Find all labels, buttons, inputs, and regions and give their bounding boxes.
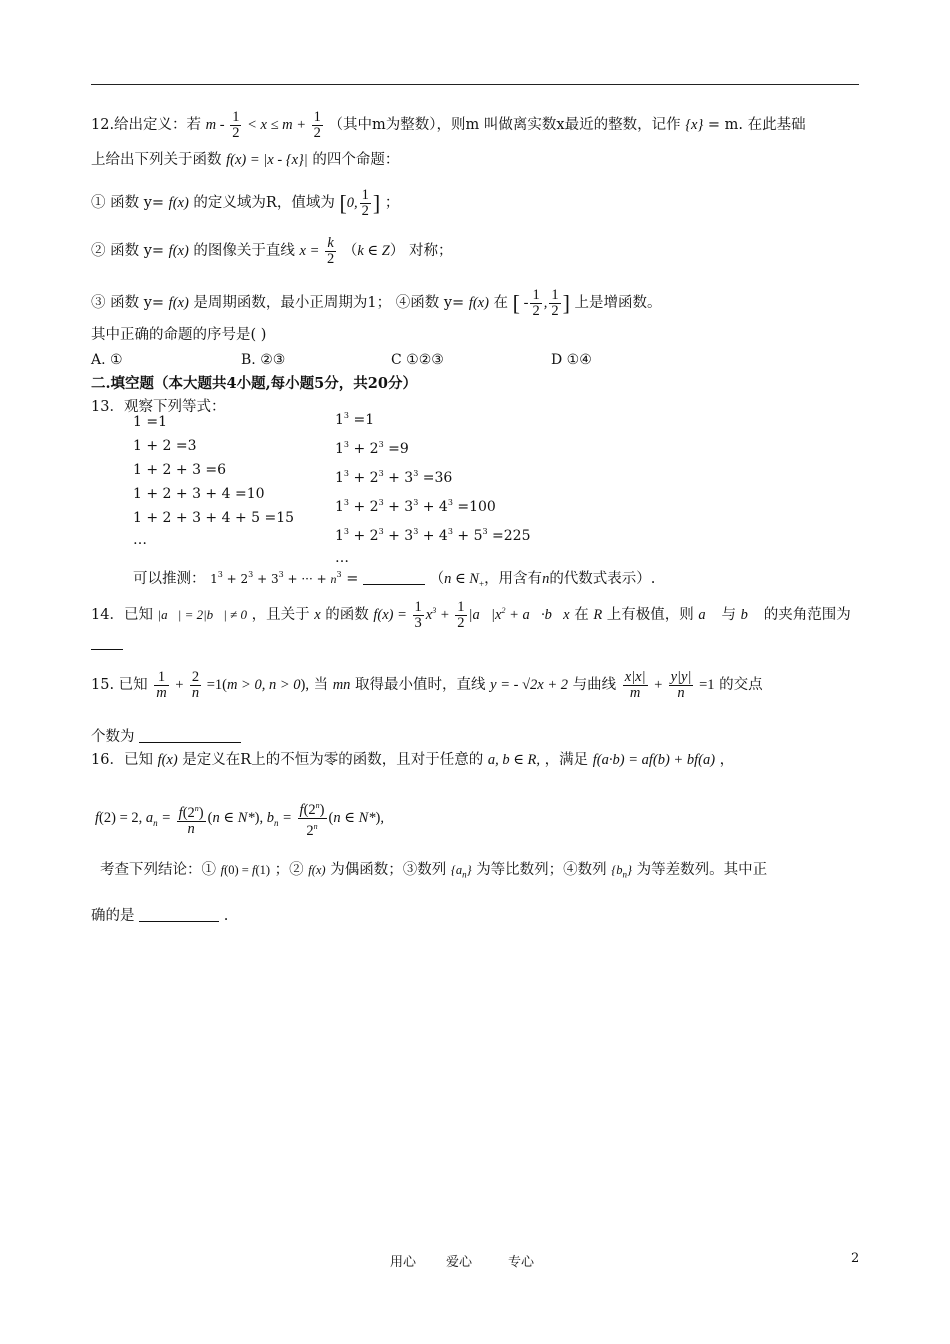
cube-equation: $1^3 =1$ <box>335 411 375 428</box>
q14-text: 上有极值，则 <box>606 606 694 623</box>
equation: 1 + 2 + 3 + 4 + 5 =15 <box>133 510 295 526</box>
cube-equation: $1^3 + 2^3 + 3^3 + 4^3 =100$ <box>335 498 496 515</box>
sequence-a: $\{a_n\}$ <box>450 863 472 880</box>
q16-text: 是定义在R上的不恒为零的函数，且对于任意的 <box>182 752 484 768</box>
q12-text: （其中m为整数），则m 叫做离实数x最近的整数，记作 <box>328 116 681 133</box>
q14-text: ，且关于 <box>251 606 310 623</box>
q16-text: ，满足 <box>544 752 589 768</box>
q14-blank-line <box>91 634 123 654</box>
footer-item: 专心 <box>508 1255 535 1270</box>
fx-formula: f(x) <box>168 294 189 311</box>
q12-condition-formula: m - $\frac{1}{2}$ < x ≤ m + $\frac{1}{2}$ <box>205 109 321 141</box>
vector-condition-formula: |a⃗| = 2|b⃗| ≠ 0 <box>157 606 247 622</box>
line-formula: y = - √2x + 2 <box>490 676 568 693</box>
q12-text: ② 函数 y= <box>91 242 165 259</box>
q14-text: 在 <box>574 606 589 623</box>
q16-definitions <box>95 798 384 839</box>
q16-text: 确的是 <box>91 908 135 924</box>
q12-line1 <box>91 110 806 141</box>
symmetry-line-formula: x = $\frac{k}{2}$ <box>299 235 335 267</box>
q16-text: 16．已知 <box>91 752 153 768</box>
answer-blank[interactable] <box>363 584 425 585</box>
equation: 1 + 2 + 3 + 4 =10 <box>133 486 265 502</box>
q13-left-column <box>133 412 294 550</box>
q13-text: 的代数式表示）. <box>549 571 656 587</box>
q12-text: 的四个命题： <box>312 152 400 168</box>
q16-text: . <box>223 908 229 924</box>
option-c: C ①②③ <box>391 352 444 368</box>
fx-formula: f(x) <box>308 863 326 877</box>
q12-text: 在 <box>493 294 509 311</box>
q15-line <box>91 670 763 701</box>
equation: 1 =1 <box>133 414 167 430</box>
functional-equation-formula: f(a·b) = af(b) + bf(a) <box>592 752 716 768</box>
section-heading: 二.填空题（本大题共4小题,每小题5分，共20分） <box>91 375 417 392</box>
ellipsis: … <box>133 532 147 548</box>
option-b: B. ②③ <box>241 352 286 368</box>
ellipsis: … <box>335 550 349 566</box>
fx-formula: f(x) <box>168 194 189 211</box>
ab-real-formula: a, b ∈ R, <box>487 752 541 768</box>
q16-text: 考查下列结论：① <box>100 862 216 878</box>
q16-text: ， <box>719 752 735 768</box>
q16-text: ；② <box>274 862 304 878</box>
q15-text: 取得最小值时，直线 <box>355 676 486 693</box>
q12-function-formula: f(x) = |x - {x}| <box>226 152 308 168</box>
q12-prompt: 其中正确的命题的序号是( ) <box>91 327 267 343</box>
q15-text: 的交点 <box>719 676 763 693</box>
q14-text: 与 <box>721 606 737 623</box>
r-set: R <box>593 606 603 623</box>
range-formula: [0, $\frac{1}{2}$ ] <box>339 187 381 219</box>
q13-inference: 可以推测： $1^3 + 2^3 + 3^3$ + ··· + $n^3 = (n$ ∈ $N_+$，用含有n的代数式表示）. <box>133 570 656 589</box>
vector-a: a⃗ <box>698 606 717 623</box>
cubic-function-formula: f(x) = $\frac{1}{3}$ $x^3$ + $\frac{1}{2}$ $|a⃗|x^2$ + a⃗·b⃗x <box>373 599 570 631</box>
q13-text: 可以推测： <box>133 571 206 587</box>
q14-text: 的函数 <box>325 606 369 623</box>
q16-line1 <box>91 750 734 770</box>
q13-label: 13．观察下列等式： <box>91 399 226 415</box>
n-variable: n <box>542 571 550 587</box>
option-d: D ①④ <box>551 352 592 368</box>
q12-text: 是周期函数，最小正周期为1； ④函数 y= <box>193 294 465 311</box>
q12-text: 12.给出定义：若 <box>91 116 202 133</box>
q14-text: 的夹角范围为 <box>763 606 851 623</box>
q14-line <box>91 600 851 631</box>
q12-text: 对称； <box>408 242 453 259</box>
q12-options <box>91 350 592 370</box>
q12-text: 上给出下列关于函数 <box>91 152 222 168</box>
condition-formula: $\frac{1}{m}$ + $\frac{2}{n}$ =1(m > 0, n > 0), <box>156 669 309 701</box>
q15-text: 个数为 <box>91 729 135 745</box>
mn-product: mn <box>332 676 351 693</box>
answer-blank[interactable] <box>139 742 241 743</box>
q15-text: 与曲线 <box>572 676 617 693</box>
q16-text: 为偶函数；③数列 <box>330 862 447 878</box>
sequence-definition-formula: f(2) = 2, $a_n$ = $\frac{f(2^n)}{n}$ (n ∈ N*), $b_n$ = $\frac{f(2^n)}{2^n}$ (n ∈ N*), <box>95 810 384 826</box>
equation: 1 + 2 + 3 =6 <box>133 462 227 478</box>
q16-conclusions <box>100 860 767 885</box>
q12-text: 的定义域为R，值域为 <box>193 194 335 211</box>
cube-equation: $1^3 + 2^3 + 3^3 + 4^3 + 5^3 =225$ <box>335 527 531 544</box>
fx-formula: f(x) <box>157 752 178 768</box>
q12-proposition-1: ① 函数 y= f(x) 的定义域为R，值域为 [0, $\frac{1}{2}$ ] ； <box>91 187 400 219</box>
curve-formula: $\frac{x|x|}{m}$ + $\frac{y|y|}{n}$ =1 <box>624 669 715 701</box>
page-number: 2 <box>851 1251 860 1266</box>
cube-equation: $1^3 + 2^3 =9$ <box>335 440 409 457</box>
header-rule <box>91 84 859 85</box>
k-integer-formula: k ∈ Z <box>357 242 390 259</box>
option-a: A. ① <box>91 352 123 368</box>
answer-blank[interactable] <box>139 921 219 922</box>
q15-text: 15. 已知 <box>91 676 148 693</box>
q12-proposition-3-4 <box>91 288 662 319</box>
sequence-b: $\{b_n\}$ <box>611 863 633 880</box>
q12-notation-formula: {x} <box>685 116 704 133</box>
q12-text: ③ 函数 y= <box>91 294 165 311</box>
footer-item: 爱心 <box>446 1255 473 1270</box>
q15-text: 当 <box>313 676 329 693</box>
q16-text: 为等比数列；④数列 <box>476 862 607 878</box>
q16-answer-line <box>91 906 228 926</box>
fx-formula: f(x) <box>468 294 489 311</box>
q12-text: ① 函数 y= <box>91 194 165 211</box>
q15-line2 <box>91 727 241 747</box>
q12-proposition-2: ② 函数 y= f(x) 的图像关于直线 x = $\frac{k}{2}$ （k ∈ Z） 对称； <box>91 235 453 267</box>
sum-of-cubes-formula: $1^3 + 2^3 + 3^3$ + ··· + $n^3$ <box>210 570 342 586</box>
fx-formula: f(x) <box>168 242 189 259</box>
q12-line2 <box>91 150 399 170</box>
q13-text: ，用含有 <box>484 571 543 587</box>
q13-right-column <box>335 406 530 568</box>
q14-text: 14．已知 <box>91 606 153 623</box>
q12-text: 的图像关于直线 <box>193 242 295 259</box>
q13-text: （ <box>429 571 445 587</box>
q16-text: 为等差数列。其中正 <box>636 862 768 878</box>
answer-blank[interactable] <box>91 649 123 650</box>
n-natural-formula: n ∈ $N_+$ <box>444 571 485 589</box>
equation: 1 + 2 =3 <box>133 438 197 454</box>
interval-formula: [ - $\frac{1}{2}$ , $\frac{1}{2}$ ] <box>512 287 570 319</box>
x-variable: x <box>314 606 321 623</box>
q12-text: = m. 在此基础 <box>707 116 806 133</box>
q12-text: 上是增函数。 <box>574 294 662 311</box>
cube-equation: $1^3 + 2^3 + 3^3 =36$ <box>335 469 453 486</box>
f0-f1-formula: f(0) = f(1) <box>220 863 271 877</box>
footer-item: 用心 <box>390 1255 417 1270</box>
vector-b: b⃗ <box>740 606 760 623</box>
